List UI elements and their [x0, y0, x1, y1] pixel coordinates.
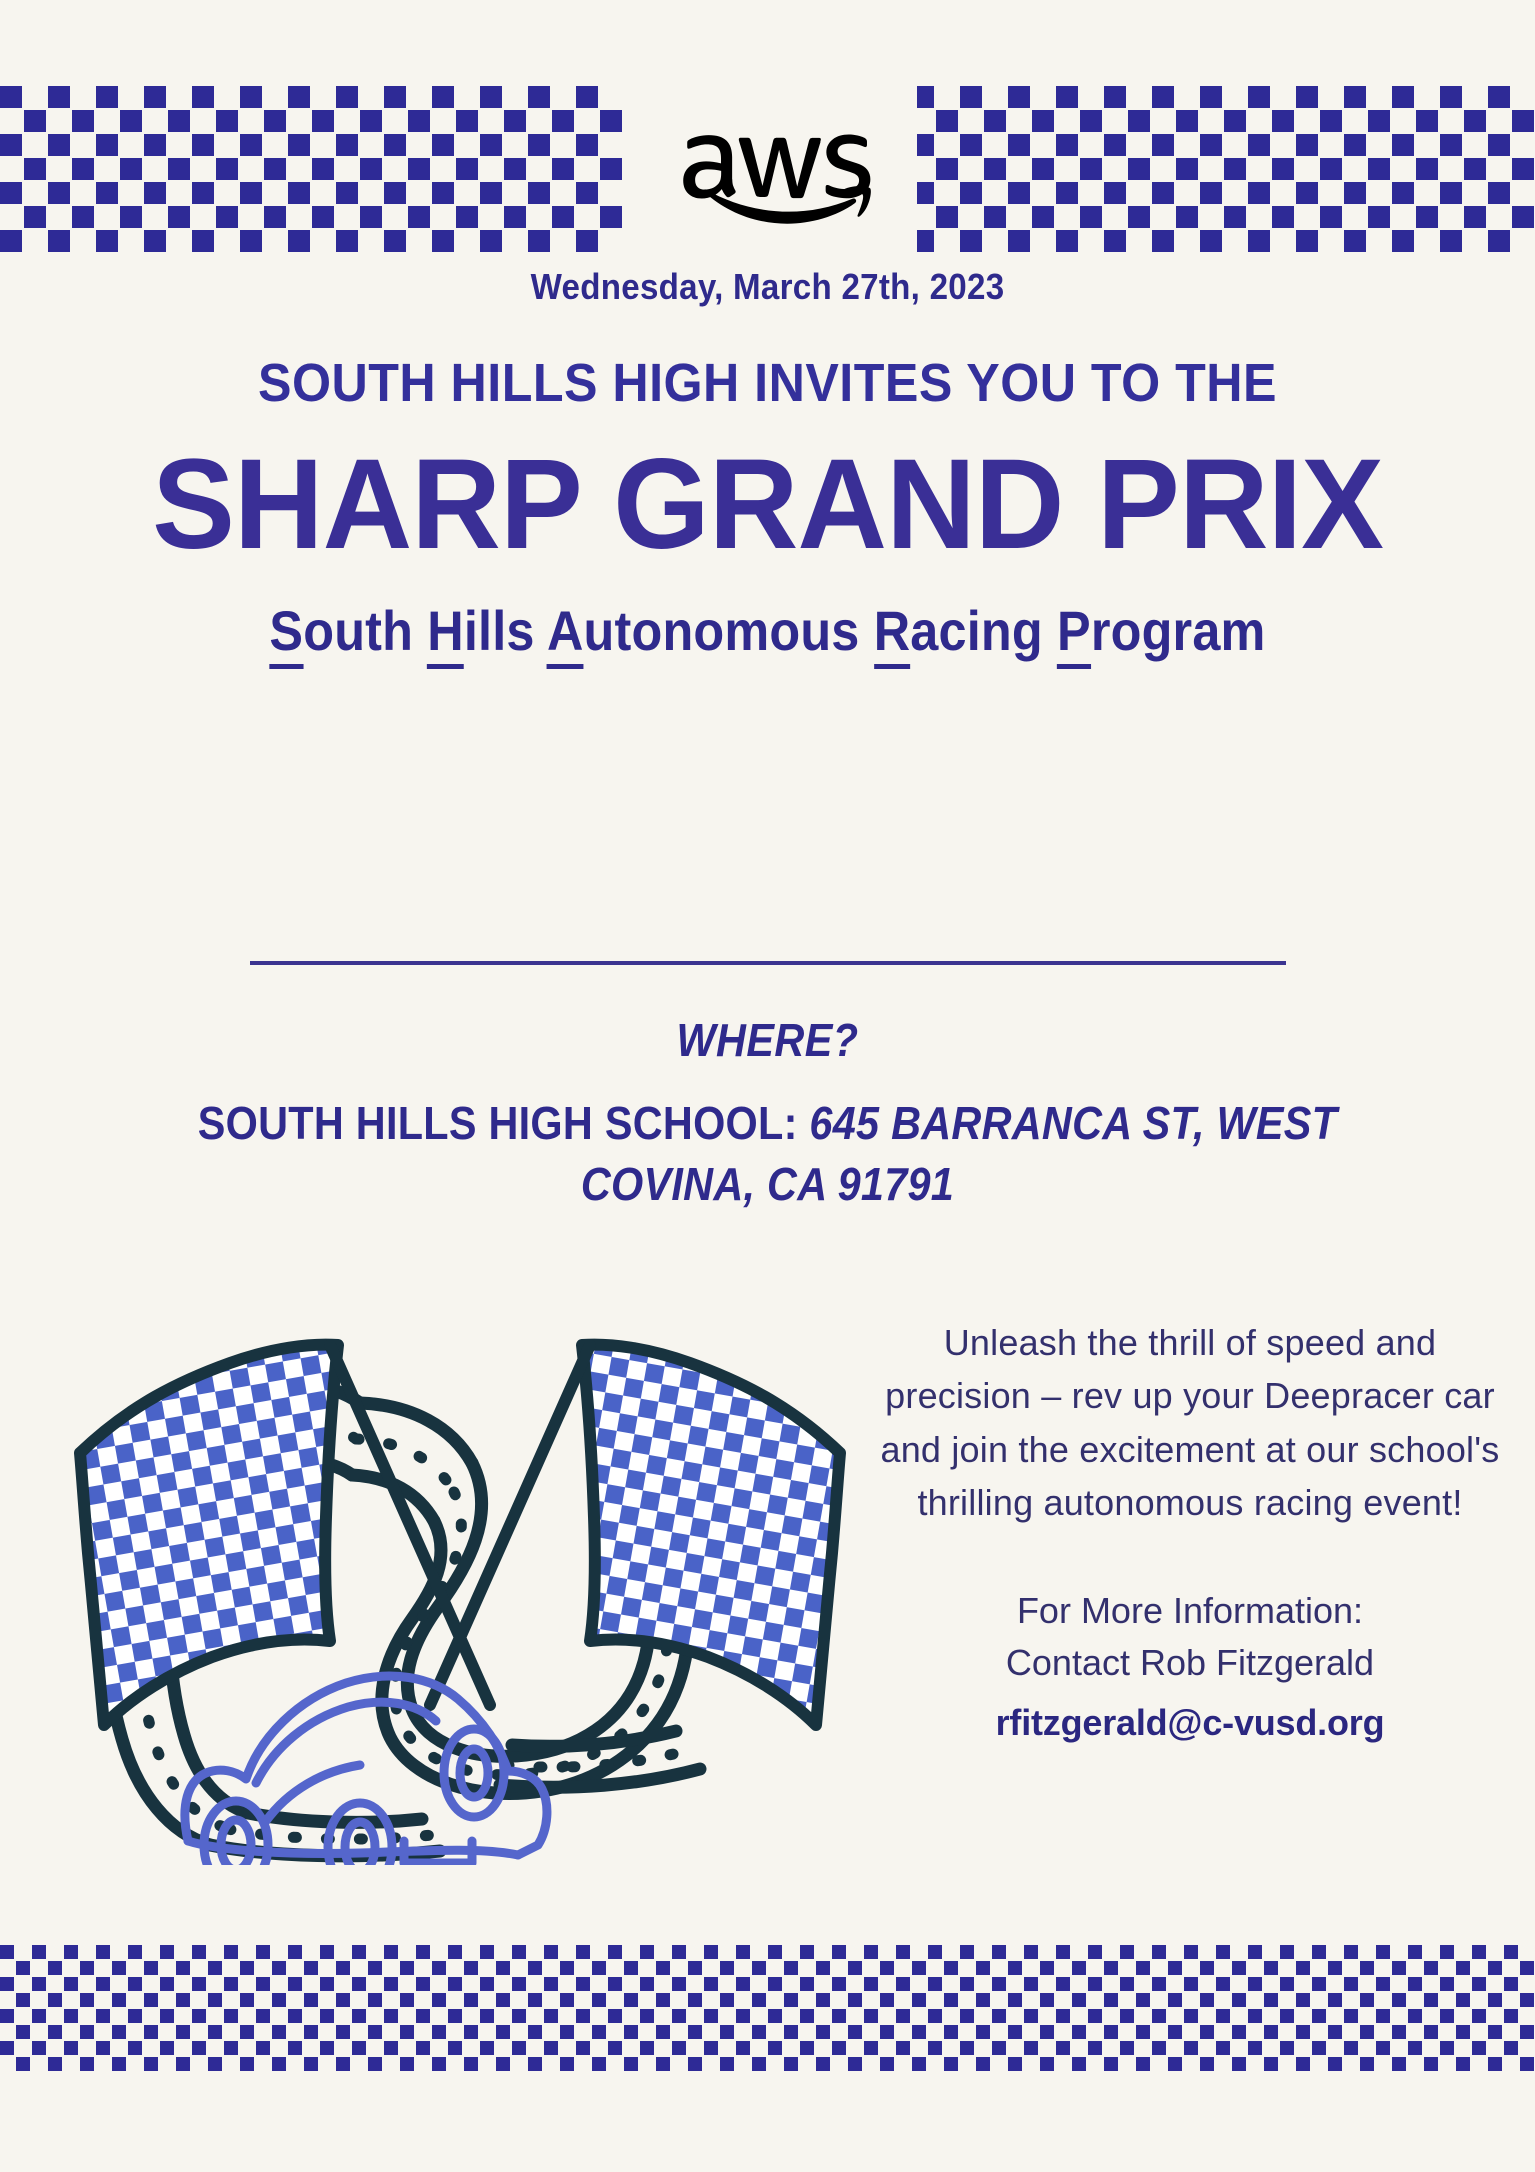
acronym-letter-r: R [874, 599, 911, 669]
race-track-flags-car-illustration [60, 1285, 860, 1865]
description-paragraph: Unleash the thrill of speed and precision – rev up your Deepracer car and join the excitement at our school's thrilling autonomous racing event! [880, 1322, 1500, 1523]
subtitle-segment-7: acing [910, 599, 1058, 662]
acronym-letter-a: A [547, 599, 584, 669]
aws-logo [655, 106, 880, 236]
contact-block [880, 1585, 1500, 1750]
invite-line: SOUTH HILLS HIGH INVITES YOU TO THE [258, 353, 1277, 413]
right-text-column [880, 1280, 1500, 1750]
contact-heading: For More Information: [1016, 1590, 1364, 1632]
subtitle-segment-9: rogram [1090, 599, 1266, 662]
contact-email[interactable]: rfitzgerald@c-vusd.org [995, 1702, 1385, 1744]
acronym-letter-h: H [427, 599, 464, 669]
program-subtitle [77, 598, 1459, 663]
acronym-letter-p: P [1057, 599, 1091, 669]
subtitle-segment-3: ills [463, 599, 547, 662]
section-divider [250, 961, 1286, 965]
where-address [167, 1093, 1369, 1215]
acronym-letter-s: S [269, 599, 303, 669]
page-title: SHARP GRAND PRIX [152, 433, 1383, 576]
where-label: WHERE? [676, 1014, 859, 1066]
subtitle-segment-1: outh [303, 599, 428, 662]
venue-name: SOUTH HILLS HIGH SCHOOL: [197, 1097, 798, 1149]
checkered-band-bottom [0, 1945, 1535, 2074]
contact-person: Contact Rob Fitzgerald [1005, 1642, 1375, 1684]
event-date: Wednesday, March 27th, 2023 [530, 266, 1005, 307]
street-address: 645 BARRANCA ST, WEST COVINA, CA 91791 [580, 1097, 1338, 1211]
subtitle-segment-5: utonomous [583, 599, 874, 662]
